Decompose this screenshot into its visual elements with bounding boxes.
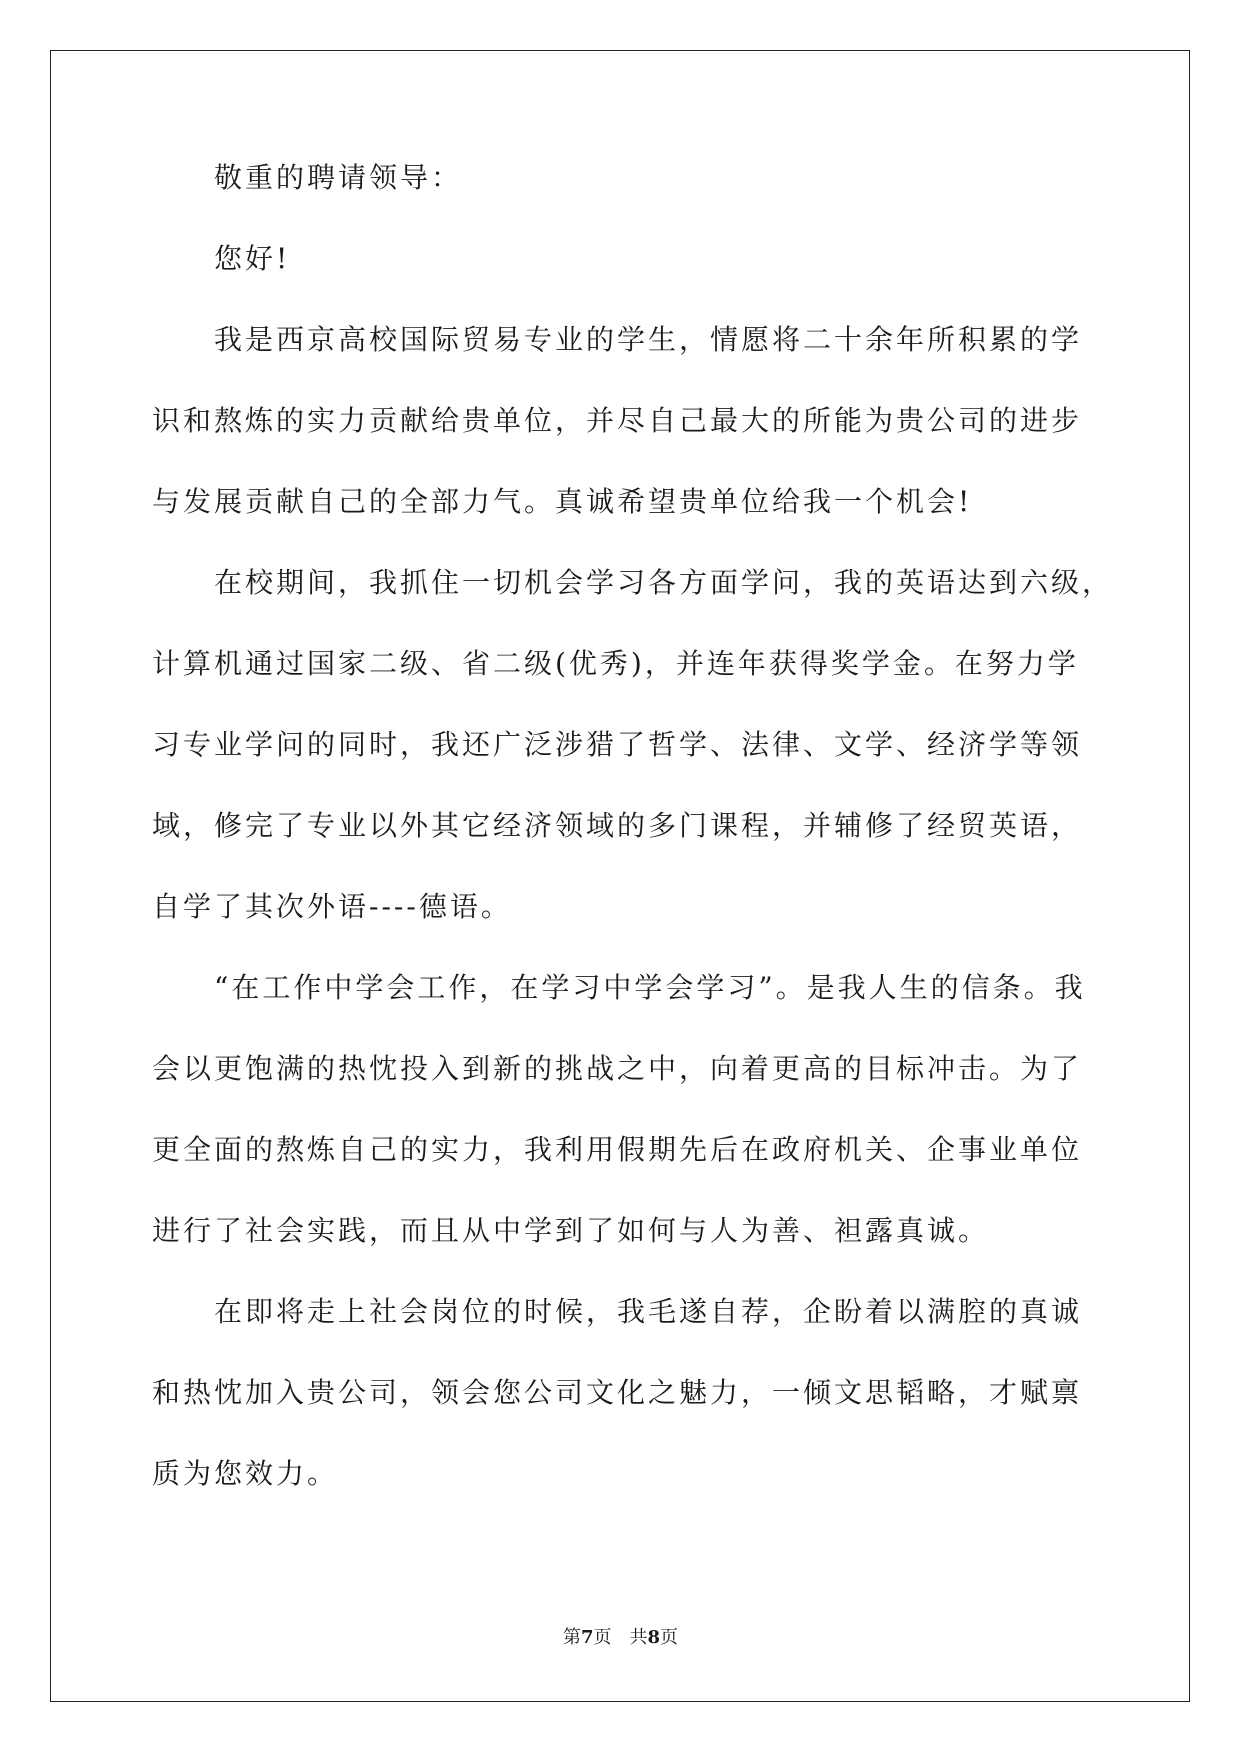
paragraph-line: 在即将走上社会岗位的时候，我毛遂自荐，企盼着以满腔的真诚 — [214, 1295, 1083, 1328]
total-suffix: 页 — [660, 1627, 679, 1648]
total-page-number: 8 — [647, 1627, 661, 1648]
paragraph-line: 域，修完了专业以外其它经济领域的多门课程，并辅修了经贸英语， — [152, 809, 1083, 842]
paragraph-line: 我是西京高校国际贸易专业的学生，情愿将二十余年所积累的学 — [214, 323, 1083, 356]
paragraph-2 — [152, 565, 1114, 970]
paragraph-line: 与发展贡献自己的全部力气。真诚希望贵单位给我一个机会! — [152, 485, 973, 518]
paragraph-line: 进行了社会实践，而且从中学到了如何与人为善、袒露真诚。 — [152, 1214, 990, 1247]
paragraph-line: 计算机通过国家二级、省二级(优秀)，并连年获得奖学金。在努力学 — [152, 647, 1079, 680]
paragraph-4 — [152, 1294, 1082, 1537]
total-prefix: 共 — [629, 1627, 648, 1648]
paragraph-line: 自学了其次外语----德语。 — [152, 890, 512, 923]
paragraph-line: 会以更饱满的热忱投入到新的挑战之中，向着更高的目标冲击。为了 — [152, 1052, 1083, 1085]
paragraph-line: 和热忱加入贵公司，领会您公司文化之魅力，一倾文思韬略，才赋禀 — [152, 1376, 1083, 1409]
letter-body — [152, 160, 1114, 1537]
paragraph-line: 习专业学问的同时，我还广泛涉猎了哲学、法律、文学、经济学等领 — [152, 728, 1083, 761]
greeting: 您好! — [214, 242, 291, 275]
paragraph-line: 质为您效力。 — [152, 1457, 339, 1490]
page-prefix: 第 — [562, 1627, 581, 1648]
salutation: 敬重的聘请领导： — [214, 161, 463, 194]
paragraph-line: 更全面的熬炼自己的实力，我利用假期先后在政府机关、企事业单位 — [152, 1133, 1083, 1166]
page-suffix: 页 — [593, 1627, 612, 1648]
paragraph-1 — [152, 322, 1082, 565]
page-number-footer — [0, 1623, 1241, 1649]
current-page-number: 7 — [580, 1627, 594, 1648]
paragraph-line: 识和熬炼的实力贡献给贵单位，并尽自己最大的所能为贵公司的进步 — [152, 404, 1083, 437]
paragraph-line: 在校期间，我抓住一切机会学习各方面学问，我的英语达到六级， — [214, 566, 1114, 599]
paragraph-line: “在工作中学会工作，在学习中学会学习”。是我人生的信条。我 — [214, 971, 1086, 1004]
paragraph-3 — [152, 970, 1086, 1294]
